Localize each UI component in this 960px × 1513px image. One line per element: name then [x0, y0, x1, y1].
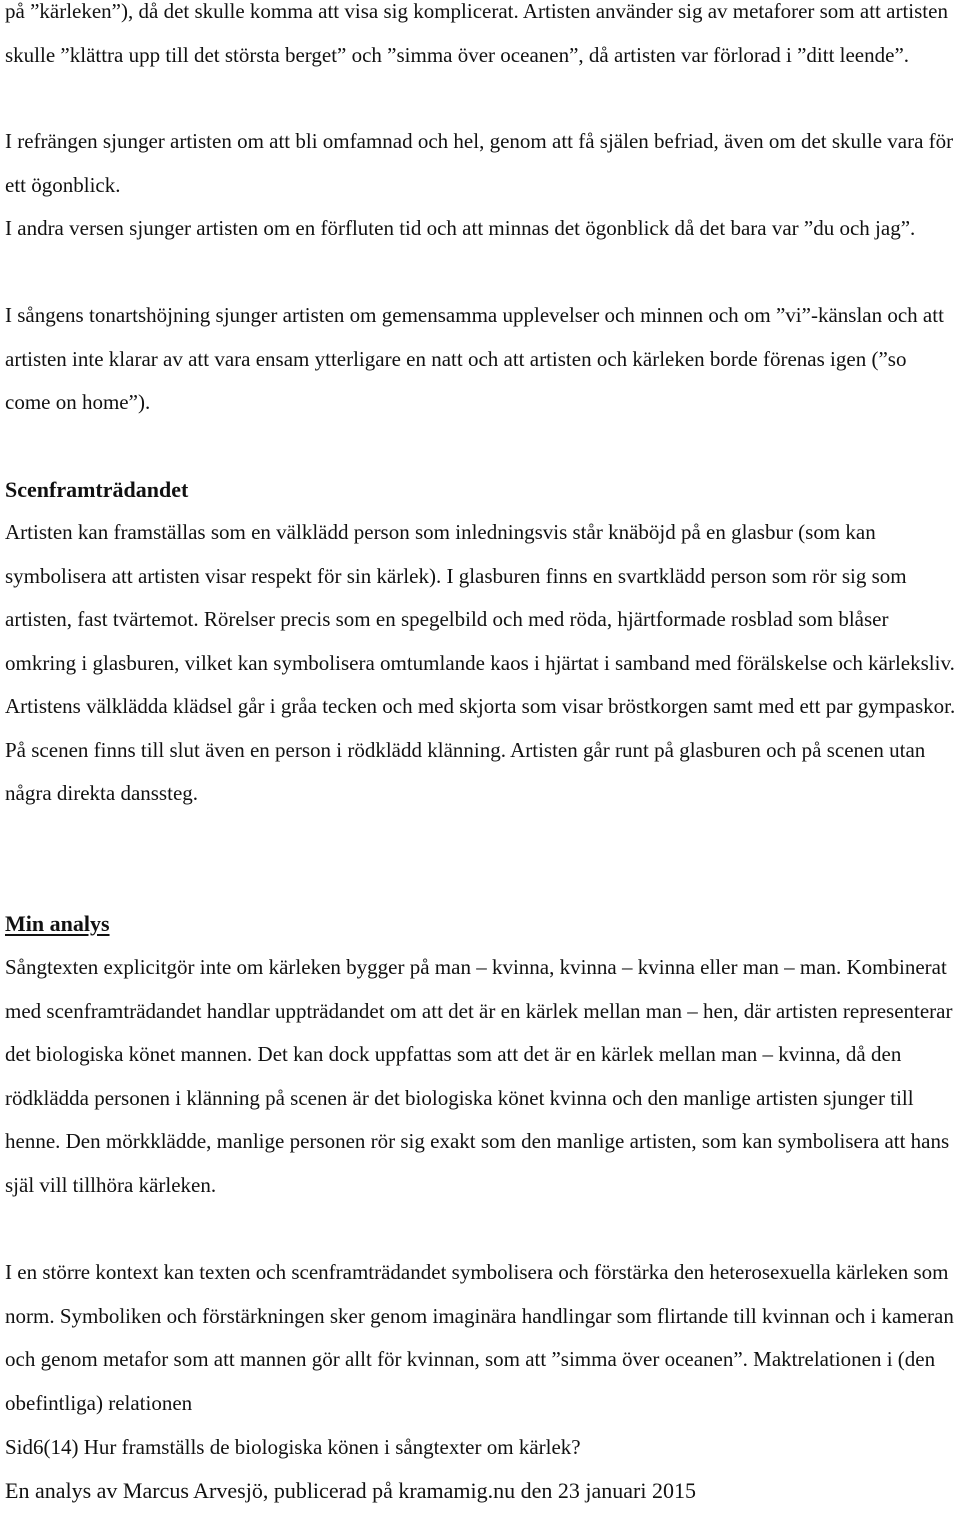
- paragraph-key-change: I sångens tonartshöjning sjunger artisten om gemensamma upplevelser och minnen och om ”vi”-känslan och att artisten inte klarar av att vara ensam ytterligare en natt och att artisten och kärleken borde förenas igen (”so come on home”).: [5, 303, 944, 414]
- paragraph-metaphors: på ”kärleken”), då det skulle komma att visa sig komplicerat. Artisten använder sig av metaforer som att artisten skulle ”klättra upp till det största berget” och ”simma över oceanen”, då artisten var förlorad i ”ditt leende”.: [5, 0, 948, 67]
- paragraph-analysis: Sångtexten explicitgör inte om kärleken bygger på man – kvinna, kvinna – kvinna eller man – man. Kombinerat med scenframträdandet handlar uppträdandet om att det är en kärlek mellan man – hen, där artisten representerar det biologiska könet mannen. Det kan dock uppfattas som att det är en kärlek mellan man – kvinna, då den rödklädda personen i klänning på scenen är det biologiska könet kvinna och den manlige artisten sjunger till henne. Den mörkklädde, manlige personen rör sig exakt som den manlige artisten, som kan symbolisera att hans själ vill tillhöra kärleken.: [5, 955, 953, 1197]
- heading-scenframtradandet: Scenframträdandet: [5, 477, 189, 502]
- paragraph-chorus: I refrängen sjunger artisten om att bli omfamnad och hel, genom att få själen befriad, även om det skulle vara för ett ögonblick.: [5, 129, 954, 197]
- heading-min-analys: Min analys: [5, 911, 110, 936]
- paragraph-context: I en större kontext kan texten och scenframträdandet symbolisera och förstärka den heterosexuella kärleken som norm. Symboliken och förstärkningen sker genom imaginära handlingar som flirtande till kvinnan och i kameran och genom metafor som att mannen gör allt för kvinnan, som att ”simma över oceanen”. Maktrelationen i (den obefintliga) relationen: [5, 1260, 954, 1415]
- paragraph-second-verse: I andra versen sjunger artisten om en förfluten tid och att minnas det ögonblick då det bara var ”du och jag”.: [5, 216, 916, 240]
- paragraph-stage-performance: Artisten kan framställas som en välklädd person som inledningsvis står knäböjd på en glasbur (som kan symbolisera att artisten visar respekt för sin kärlek). I glasburen finns en svartklädd person som rör sig som artisten, fast tvärtemot. Rörelser precis som en spegelbild och med röda, hjärtformade rosblad som blåser omkring i glasburen, vilket kan symbolisera omtumlande kaos i hjärtat i samband med förälskelse och kärleksliv. Artistens välklädda klädsel går i gråa tecken och med skjorta som visar bröstkorgen samt med ett par gympaskor. På scenen finns till slut även en person i rödklädd klänning. Artisten går runt på glasburen och på scenen utan några direkta danssteg.: [5, 520, 956, 805]
- page-footer-author: En analys av Marcus Arvesjö, publicerad på kramamig.nu den 23 januari 2015: [5, 1478, 696, 1503]
- page-footer-title: Sid6(14) Hur framställs de biologiska könen i sångtexter om kärlek?: [5, 1435, 581, 1459]
